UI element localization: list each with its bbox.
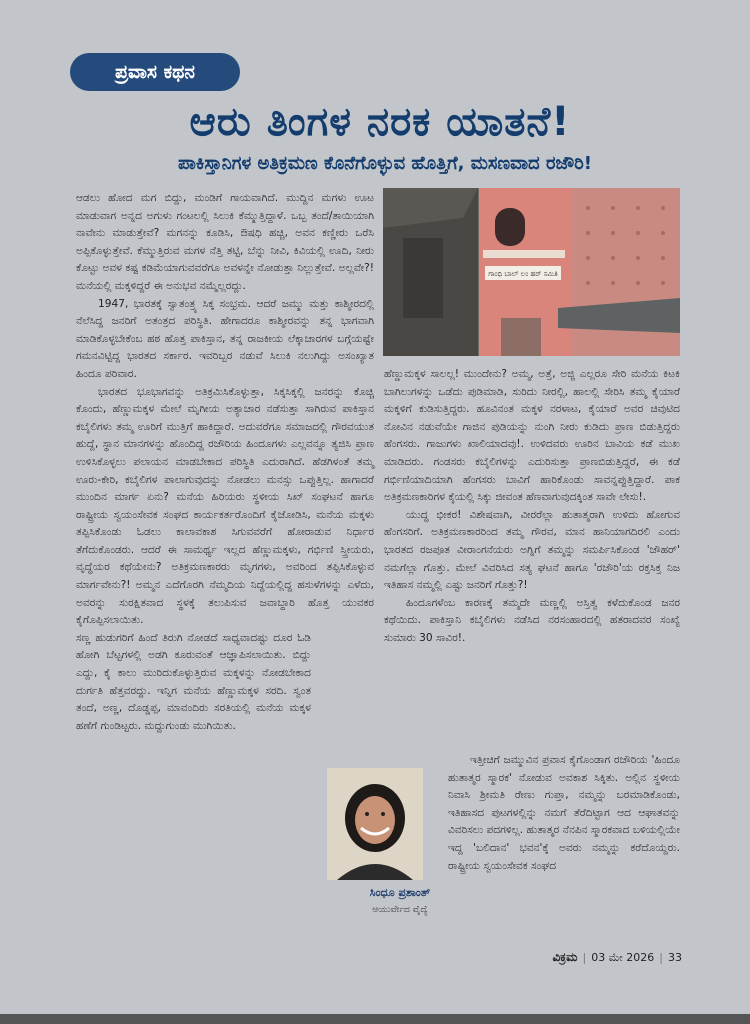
street-photo-illustration xyxy=(383,188,680,356)
article-photo xyxy=(383,188,680,356)
author-portrait-illustration xyxy=(327,768,423,880)
paragraph: ಹೆಣ್ಣುಮಕ್ಕಳ ಸಾಲಲ್ಲ! ಮುಂದೇನು? ಅಮ್ಮ, ಅತ್ತೆ, ಅಜ್ಜಿ ಎಲ್ಲರೂ ಸೇರಿ ಮನೆಯ ಕಿಟಕಿ ಬಾಗಿಲುಗಳನ್ನು ಒಡೆದು ಪುಡಿಮಾಡಿ, ಸುರಿದು ನೀರಲ್ಲಿ, ಹಾಲಲ್ಲಿ ಸೇರಿಸಿ ತಮ್ಮ ಕೈಯಾರೆ ಮಕ್ಕಳಿಗೆ ಕುಡಿಸುತ್ತಿದ್ದರು. ಹೂವಿನಂತ ಮಕ್ಕಳ ನರಳಾಟ, ಕೈಯಾರೆ ಅವರ ಚಿವುಟಿದ ನೋವಿನ ನಡುವೆಯೇ ಗಾಜಿನ ಪುಡಿಯನ್ನು ನುಂಗಿ ನೀರು ಕುಡಿದು ಪ್ರಾಣ ಬಿಡುತ್ತಿದ್ದರು ಹೆಂಗಸರು. ಗಾಜುಗಳು ಖಾಲಿಯಾದವು!. ಉಳಿದವರು ಊರಿನ ಬಾವಿಯ ಕಡೆ ಮುಖ ಮಾಡಿದರು. ಗಂಡಸರು ಕಬೈಲಿಗಳನ್ನು ಎದುರಿಸುತ್ತಾ ಪ್ರಾಣಬಿಡುತ್ತಿದ್ದರೆ, ಈ ಕಡೆ ಗರ್ಭಿಣಿಯಾದಿಯಾಗಿ ಹೆಂಗಸರು ಬಾವಿಗೆ ಹಾರಿಕೊಂಡು ಸಾವನ್ನಪ್ಪುತ್ತಿದ್ದಾರೆ. ಪಾಕ ಅತಿಕ್ರಮಣಕಾರಿಗಳ ಕೈಯಲ್ಲಿ ಸಿಕ್ಕು ಜೀವಂತ ಹೆಣವಾಗುವುದಕ್ಕಿಂತ ಸಾವೇ ಲೇಸು!. xyxy=(384,368,680,504)
bottom-bar xyxy=(0,1014,750,1024)
article-subheadline: ಪಾಕಿಸ್ತಾನಿಗಳ ಅತಿಕ್ರಮಣ ಕೊನೆಗೊಳ್ಳುವ ಹೊತ್ತಿಗೆ, ಮಸಣವಾದ ರಜೌರಿ! xyxy=(178,153,592,174)
building-sign-text: ಗಾಂಧಿ ಬಾಲ್ ಲಂ ಹರ್ ಸಮಿತಿ xyxy=(488,270,558,278)
author-name: ಸಿಂಧೂ ಪ್ರಶಾಂತ್ xyxy=(369,886,431,899)
paragraph: ಆಡಲು ಹೋದ ಮಗ ಬಿದ್ದು, ಮಂಡಿಗೆ ಗಾಯವಾಗಿದೆ. ಮುದ್ದಿನ ಮಗಳು ಊಟ ಮಾಡುವಾಗ ಅನ್ನದ ಅಗುಳು ಗಂಟಲಲ್ಲಿ ಸಿಲುಕಿ ಕೆಮ್ಮುತ್ತಿದ್ದಾಳೆ. ಒಬ್ಬ ತಂದೆ/ತಾಯಿಯಾಗಿ ನಾವೇನು ಮಾಡುತ್ತೇವೆ? ಮಗನನ್ನು ಕೂಡಿಸಿ, ಔಷಧಿ ಹಚ್ಚಿ, ಅವನ ಕಣ್ಣೀರು ಒರೆಸಿ ಅಪ್ಪಿಕೊಳ್ಳುತ್ತೇವೆ. ಕೆಮ್ಮುತ್ತಿರುವ ಮಗಳ ನೆತ್ತಿ ತಟ್ಟಿ, ಬೆನ್ನು ನೀವಿ, ಕಿವಿಯಲ್ಲಿ ಊದಿ, ನೀರು ಕೊಟ್ಟು ಅವಳ ಕಷ್ಟ ಕಡಿಮೆಯಾಗುವವರೆಗೂ ಅವಳನ್ನೇ ನೋಡುತ್ತಾ ನಿಲ್ಲುತ್ತೇವೆ. ಅಲ್ಲವೇ?! ಮನೆಯಲ್ಲಿ ಮಕ್ಕಳಿದ್ದರೆ ಈ ಅನುಭವ ನಮ್ಮೆಲ್ಲರದ್ದು. xyxy=(76,192,374,292)
paragraph: ಇತ್ತೀಚಿಗೆ ಜಮ್ಮುವಿನ ಪ್ರವಾಸ ಕೈಗೊಂಡಾಗ ರಜೌರಿಯ 'ಹಿಂದೂ ಹುತಾತ್ಮರ ಸ್ಮಾರಕ' ನೋಡುವ ಅವಕಾಶ ಸಿಕ್ಕಿತು. ಅಲ್ಲಿನ ಸ್ಥಳೀಯ ನಿವಾಸಿ ಶ್ರೀಮತಿ ರೇಣು ಗುಪ್ತಾ, ನಮ್ಮನ್ನು ಬರಮಾಡಿಕೊಂಡು, ಇತಿಹಾಸದ ಪುಟಗಳಲ್ಲಿನ್ನು ನಮಗೆ ತೆರೆದಿಟ್ಟಾಗ ಆದ ಆಘಾತವನ್ನು ವಿವರಿಸಲು ಪದಗಳಿಲ್ಲ. ಹುತಾತ್ಮರ ನೆನಪಿನ ಸ್ಮಾರಕವಾದ ಬಳಿಯಲ್ಲಿಯೇ ಇದ್ದ 'ಬಲಿದಾನ' ಭವನ'ಕ್ಕೆ ಅವರು ನಮ್ಮನ್ನು ಕರೆದೊಯ್ದರು. ರಾಷ್ಟ್ರೀಯ ಸ್ವಯಂಸೇವಕ ಸಂಘದ xyxy=(448,754,680,872)
article-column-right xyxy=(384,366,680,648)
page-footer: ವಿಕ್ರಮ | 03 ಮೇ 2026 | 33 xyxy=(552,950,682,964)
section-badge: ಪ್ರವಾಸ ಕಥನ xyxy=(70,53,240,91)
issue-date: 03 ಮೇ 2026 xyxy=(591,951,655,964)
page-number: 33 xyxy=(668,951,682,964)
magazine-name: ವಿಕ್ರಮ xyxy=(552,950,578,964)
paragraph: ಹಿಂದೂಗಳೆಂಬ ಕಾರಣಕ್ಕೆ ತಮ್ಮದೇ ಮಣ್ಣಲ್ಲಿ ಅಸ್ತಿತ್ವ ಕಳೆದುಕೊಂಡ ಜನರ ಕಥೆಯಿದು. ಪಾಕಿಸ್ತಾನಿ ಕಬೈಲಿಗಳು ನಡೆಸಿದ ನರಸಂಹಾರದಲ್ಲಿ ಹತರಾದವರ ಸಂಖ್ಯೆ ಸುಮಾರು 30 ಸಾವಿರ!. xyxy=(384,596,680,644)
author-portrait xyxy=(327,768,423,880)
paragraph: 1947, ಭಾರತಕ್ಕೆ ಸ್ವಾತಂತ್ರ್ಯ ಸಿಕ್ಕ ಸಂಭ್ರಮ. ಆದರೆ ಜಮ್ಮು ಮತ್ತು ಕಾಶ್ಮೀರದಲ್ಲಿ ನೆಲೆಸಿದ್ದ ಜನರಿಗೆ ಅತಂತ್ರದ ಪರಿಸ್ಥಿತಿ. ಹೇಗಾದರೂ ಕಾಶ್ಮೀರವನ್ನು ತನ್ನ ಭಾಗವಾಗಿ ಮಾಡಿಕೊಳ್ಳಬೇಕೆಂಬ ಹಠ ಹೊತ್ತ ಪಾಕಿಸ್ತಾನ, ತನ್ನ ರಾಜಕೀಯ ಲೆಕ್ಕಾಚಾರಗಳ ಬಗ್ಗೆಯಷ್ಟೇ ಗಮನವಿಟ್ಟಿದ್ದ ಭಾರತದ ಸರ್ಕಾರ. ಇವರಿಬ್ಬರ ನಡುವೆ ಸಿಲುಕಿ ನಲುಗಿದ್ದು ಅಸಂಖ್ಯಾತ ಹಿಂದೂ ಪರಿವಾರ. xyxy=(76,297,374,380)
article-headline: ಆರು ತಿಂಗಳ ನರಕ ಯಾತನೆ! xyxy=(189,99,571,145)
article-column-left xyxy=(76,190,374,735)
paragraph: ಸಣ್ಣ ಹುಡುಗರಿಗೆ ಹಿಂದೆ ತಿರುಗಿ ನೋಡದೆ ಸಾಧ್ಯವಾದಷ್ಟು ದೂರ ಓಡಿ ಹೋಗಿ ಬೆಟ್ಟಗಳಲ್ಲಿ ಅಡಗಿ ಕೂರುವಂತೆ ಆಜ್ಞಾಪಿಸಲಾಯಿತು. ಬಿದ್ದು ಎದ್ದು, ಕೈ ಕಾಲು ಮುರಿದುಕೊಳ್ಳುತ್ತಿರುವ ಮಕ್ಕಳನ್ನು ನೋಡಬೇಕಾದ ದುರ್ಗತಿ ಹೆತ್ತವರದ್ದು. ಇನ್ನಿಗ ಮನೆಯ ಹೆಣ್ಣುಮಕ್ಕಳ ಸರದಿ. ಸ್ವಂತ ತಂದೆ, ಅಣ್ಣ, ದೊಡ್ಡಪ್ಪ, ಮಾವಂದಿರು ಸರತಿಯಲ್ಲಿ ಮನೆಯ ಮಕ್ಕಳ ಹಣೆಗೆ ಗುಂಡಿಟ್ಟರು. ಮದ್ದುಗುಂಡು ಮುಗಿಯಿತು. xyxy=(76,631,311,732)
author-role: ಆಯುರ್ವೇದ ವೈದ್ಯೆ xyxy=(372,905,428,915)
article-column-right-bottom xyxy=(448,752,680,875)
paragraph: ಭಾರತದ ಭೂಭಾಗವನ್ನು ಅತಿಕ್ರಮಿಸಿಕೊಳ್ಳುತ್ತಾ, ಸಿಕ್ಕಸಿಕ್ಕಲ್ಲಿ ಜನರನ್ನು ಕೊಚ್ಚಿ ಕೊಂದು, ಹೆಣ್ಣುಮಕ್ಕಳ ಮೇಲೆ ಮೃಗೀಯ ಅತ್ಯಾಚಾರ ನಡೆಸುತ್ತಾ ಸಾಗಿರುವ ಪಾಕಿಸ್ತಾನ ಕಬೈಲಿಗಳು ತಮ್ಮ ಊರಿಗೆ ಮುತ್ತಿಗೆ ಹಾಕಿದ್ದಾರೆ. ಅದುವರೆಗೂ ಸಮಾಜದಲ್ಲಿ ಗೌರವಯುತ ಹುದ್ದೆ, ಸ್ಥಾನ ಮಾನಗಳನ್ನು ಹೊಂದಿದ್ದ ರಜೌರಿಯ ಹಿಂದೂಗಳು ಎಲ್ಲವನ್ನೂ ತ್ಯಜಿಸಿ ಪ್ರಾಣ ಉಳಿಸಿಕೊಳ್ಳಲು ಪಲಾಯನ ಮಾಡಬೇಕಾದ ಪರಿಸ್ಥಿತಿ ಎದುರಾಗಿದೆ. ಹೆಡಗಿಳಂತೆ ತಮ್ಮ ಊರು-ಕೇರಿ, ಕಬೈಲಿಗಳ ಪಾಲಾಗುವುದನ್ನು ನೋಡಲು ಮನಸ್ಸು ಒಪ್ಪುತ್ತಿಲ್ಲ. ಹಾಗಾದರೆ ಮುಂದಿನ ಮಾರ್ಗ ಏನು? ಮನೆಯ ಹಿರಿಯರು ಸ್ಥಳೀಯ ಸಿಖ್ ಸಂಘಟನೆ ಹಾಗೂ ರಾಷ್ಟ್ರೀಯ ಸ್ವಯಂಸೇವಕ ಸಂಘದ ಕಾರ್ಯಕರ್ತರೊಂದಿಗೆ ಕೈಜೋಡಿಸಿ, ಮನೆಯ ಮಕ್ಕಳು ತಪ್ಪಿಸಿಕೊಂಡು ಓಡಲು ಕಾಲಾವಕಾಶ ಸಿಗುವವರೆಗೆ ಹೋರಾಡುವ ನಿರ್ಧಾರ ತೆಗೆದುಕೊಂಡರು. ಆದರೆ ಈ ಸಾಮರ್ಥ್ಯ ಇಲ್ಲದ ಹೆಣ್ಣುಮಕ್ಕಳು, ಗರ್ಭಿಣಿ ಸ್ತ್ರೀಯರು, ವೃದ್ಧೆಯರ ಕಥೆಯೇನು? ಅತಿಕ್ರಮಣಕಾರರು ಮೃಗಗಳು, ಅವರಿಂದ ತಪ್ಪಿಸಿಕೊಳ್ಳುವ ಮಾರ್ಗವೇನು?! ಅಮ್ಮನ ಎದೆಗೊರಗಿ ನೆಮ್ಮದಿಯ ನಿದ್ದೆಯಲ್ಲಿದ್ದ ಹಸುಳೆಗಳನ್ನು ಎಳೆದು, ಅವರನ್ನು ಸುರಕ್ಷಿತವಾದ ಸ್ಥಳಕ್ಕೆ ತಲುಪಿಸುವ ಜವಾಬ್ದಾರಿ ಹೊತ್ತ ಯುವಕರ ಕೈಗೊಪ್ಪಿಸಲಾಯಿತು. xyxy=(76,385,374,627)
paragraph: ಯುದ್ಧ ಭೀಕರ! ವಿಶೇಷವಾಗಿ, ವೀರರೆಲ್ಲಾ ಹುತಾತ್ಮರಾಗಿ ಉಳಿದು ಹೋಗುವ ಹೆಂಗಸರಿಗೆ. ಅತಿಕ್ರಮಣಕಾರರಿಂದ ತಮ್ಮ ಗೌರವ, ಮಾನ ಹಾನಿಯಾಗದಿರಲಿ ಎಂದು ಭಾರತದ ರಜಪೂತ ವೀರಾಂಗನೆಯರು ಅಗ್ನಿಗೆ ತಮ್ಮನ್ನು ಸಮರ್ಪಿಸಿಕೊಂಡ 'ಜೌಹರ್' ನಮಗೆಲ್ಲಾ ಗೊತ್ತು. ಮೇಲೆ ವಿವರಿಸಿದ ಸತ್ಯ ಘಟನೆ ಹಾಗೂ 'ರಜೌರಿ'ಯ ರಕ್ತಸಿಕ್ತ ನಿಜ ಇತಿಹಾಸ ನಮ್ಮಲ್ಲಿ ಎಷ್ಟು ಜನರಿಗೆ ಗೊತ್ತು?! xyxy=(384,508,680,592)
